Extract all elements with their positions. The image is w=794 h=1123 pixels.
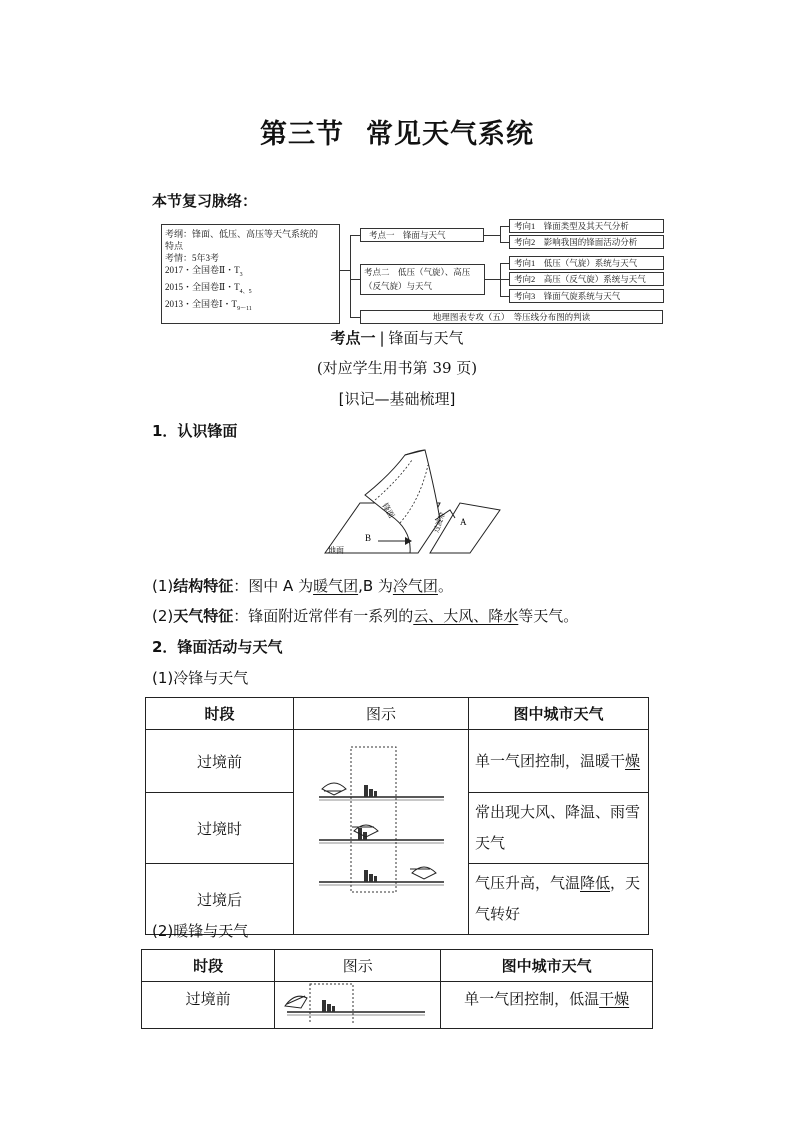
exam-line: 2015・全国卷Ⅱ・$T_{4、5}$ bbox=[165, 281, 252, 295]
exam-info-box bbox=[161, 224, 340, 324]
cold-front-table bbox=[145, 697, 649, 935]
front-label: 锋面 bbox=[380, 501, 397, 520]
cold-front-illustration bbox=[294, 737, 468, 923]
connector bbox=[484, 235, 500, 236]
connector bbox=[340, 270, 350, 271]
heading-front: 1．认识锋面 bbox=[152, 422, 238, 440]
direction-box: 考向3 锋面气旋系统与天气 bbox=[509, 289, 664, 303]
table-cell-period: 过境时 bbox=[146, 793, 294, 864]
title-chapter: 第三节 bbox=[260, 119, 344, 150]
direction-box: 考向1 锋面类型及其天气分析 bbox=[509, 219, 664, 233]
table-cell-period: 过境后 bbox=[146, 864, 294, 935]
label-a: A bbox=[460, 517, 467, 527]
connector bbox=[500, 226, 509, 227]
exam-line: 考纲：锋面、低压、高压等天气系统的 bbox=[165, 229, 319, 239]
transition-label: 过渡带 bbox=[433, 511, 448, 534]
point2-box: 考点二 低压（气旋）、高压 （反气旋）与天气 bbox=[360, 264, 485, 295]
connector bbox=[500, 279, 509, 280]
heading-cold-front: (1)冷锋与天气 bbox=[152, 669, 249, 687]
table-header: 图示 bbox=[275, 950, 441, 982]
table-header: 时段 bbox=[142, 950, 275, 982]
title-text: 常见天气系统 bbox=[366, 119, 534, 150]
direction-box: 考向2 影响我国的锋面活动分析 bbox=[509, 235, 664, 249]
table-cell-weather: 单一气团控制，温暖干燥 bbox=[469, 730, 649, 793]
page-reference: (对应学生用书第 39 页) bbox=[316, 359, 478, 377]
table-header: 图示 bbox=[294, 698, 469, 730]
section-tag: [识记—基础梳理] bbox=[338, 390, 456, 408]
exam-line: 特点 bbox=[165, 241, 184, 251]
heading-warm-front: (2)暖锋与天气 bbox=[152, 922, 249, 940]
connector bbox=[500, 296, 509, 297]
direction-box: 考向2 高压（反气旋）系统与天气 bbox=[509, 272, 664, 286]
connector bbox=[500, 263, 509, 264]
connector bbox=[500, 242, 509, 243]
heading-front-activity: 2．锋面活动与天气 bbox=[152, 638, 283, 656]
table-cell-weather: 常出现大风、降温、雨雪天气 bbox=[469, 793, 649, 864]
cold-front-illustration-cell bbox=[294, 730, 469, 935]
exam-line: 2013・全国卷Ⅰ・$T_{9\sim 11}$ bbox=[165, 298, 252, 312]
direction-box: 考向1 低压（气旋）系统与天气 bbox=[509, 256, 664, 270]
connector bbox=[350, 235, 351, 317]
label-b: B bbox=[365, 533, 372, 543]
warm-front-illustration bbox=[275, 982, 440, 1024]
special-topic-box: 地理图表专攻（五） 等压线分布图的判读 bbox=[360, 310, 663, 324]
warm-front-illustration-cell bbox=[275, 982, 441, 1029]
table-cell-period: 过境前 bbox=[142, 982, 275, 1029]
exam-line: 考情：5年3考 bbox=[165, 253, 220, 263]
connector bbox=[350, 317, 360, 318]
ground-label: 地面 bbox=[328, 546, 344, 555]
connector bbox=[500, 226, 501, 243]
point1-box: 考点一 锋面与天气 bbox=[360, 228, 484, 242]
table-header: 图中城市天气 bbox=[469, 698, 649, 730]
structure-paragraph: (1)结构特征：图中 A 为暖气团,B 为冷气团。 bbox=[152, 577, 453, 595]
weather-paragraph: (2)天气特征：锋面附近常伴有一系列的云、大风、降水等天气。 bbox=[152, 607, 579, 625]
front-diagram bbox=[320, 445, 505, 560]
table-cell-weather: 单一气团控制，低温干燥 bbox=[441, 982, 653, 1029]
table-cell-weather: 气压升高，气温降低，天气转好 bbox=[469, 864, 649, 935]
review-label: 本节复习脉络： bbox=[152, 192, 258, 210]
exam-line: 2017・全国卷Ⅱ・$T_3$ bbox=[165, 265, 243, 278]
connector bbox=[350, 235, 360, 236]
table-cell-period: 过境前 bbox=[146, 730, 294, 793]
point-heading: 考点一 | 锋面与天气 bbox=[330, 329, 464, 347]
table-header: 时段 bbox=[146, 698, 294, 730]
page-title bbox=[0, 112, 794, 151]
connector bbox=[485, 279, 500, 280]
connector bbox=[350, 279, 360, 280]
table-header: 图中城市天气 bbox=[441, 950, 653, 982]
warm-front-table bbox=[141, 949, 653, 1029]
